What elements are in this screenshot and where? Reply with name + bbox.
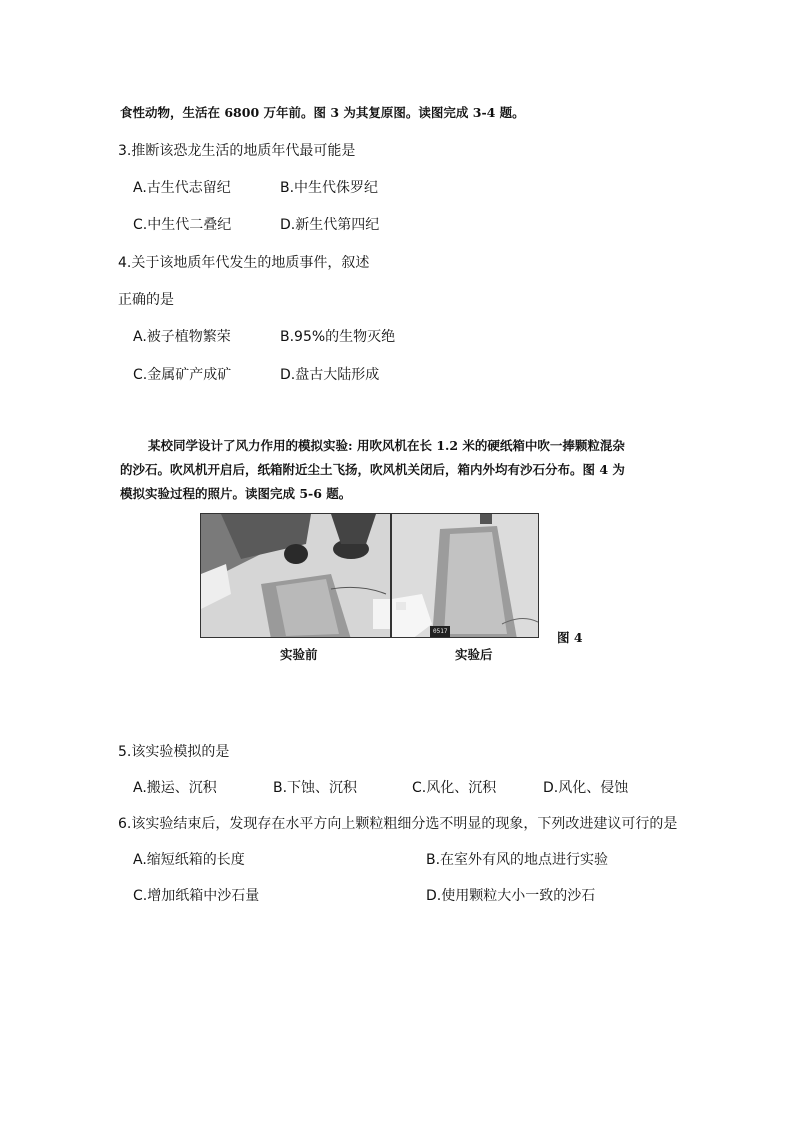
q3-option-c: C.中生代二叠纪	[133, 217, 232, 233]
q6-option-a: A.缩短纸箱的长度	[133, 852, 245, 868]
q3-option-a: A.古生代志留纪	[133, 180, 231, 196]
q4-option-d: D.盘古大陆形成	[280, 367, 380, 383]
q4-stem-line2: 正确的是	[118, 292, 174, 308]
q5-option-a: A.搬运、沉积	[133, 780, 217, 796]
q5-option-d: D.风化、侵蚀	[543, 780, 629, 796]
q5-option-c: C.风化、沉积	[412, 780, 497, 796]
figure-label: 图 4	[557, 630, 583, 645]
photo-before-image	[201, 514, 391, 638]
photo-timestamp: 0517	[433, 628, 448, 635]
passage-line3: 模拟实验过程的照片。读图完成 5-6 题。	[120, 486, 352, 501]
photo-before	[200, 513, 391, 638]
intro-line: 食性动物，生活在 6800 万年前。图 3 为其复原图。读图完成 3-4 题。	[120, 105, 525, 120]
q6-option-d: D.使用颗粒大小一致的沙石	[426, 888, 596, 904]
photo-after	[391, 513, 539, 638]
q4-option-a: A.被子植物繁荣	[133, 329, 231, 345]
q4-option-c: C.金属矿产成矿	[133, 367, 232, 383]
q5-stem: 5.该实验模拟的是	[118, 744, 230, 760]
q4-stem-line1: 4.关于该地质年代发生的地质事件，叙述	[118, 255, 370, 271]
q3-option-b: B.中生代侏罗纪	[280, 180, 379, 196]
caption-after: 实验后	[455, 647, 493, 662]
q6-stem: 6.该实验结束后，发现存在水平方向上颗粒粗细分选不明显的现象，下列改进建议可行的是	[118, 816, 678, 832]
passage-line2: 的沙石。吹风机开启后，纸箱附近尘土飞扬，吹风机关闭后，箱内外均有沙石分布。图 4 为	[120, 462, 625, 477]
q3-stem: 3.推断该恐龙生活的地质年代最可能是	[118, 143, 356, 159]
q6-option-b: B.在室外有风的地点进行实验	[426, 852, 609, 868]
passage-line1: 某校同学设计了风力作用的模拟实验: 用吹风机在长 1.2 米的硬纸箱中吹一捧颗粒混杂	[148, 438, 625, 453]
caption-before: 实验前	[280, 647, 318, 662]
photo-after-image	[392, 514, 539, 638]
q5-option-b: B.下蚀、沉积	[273, 780, 358, 796]
q4-option-b: B.95%的生物灭绝	[280, 329, 396, 345]
q6-option-c: C.增加纸箱中沙石量	[133, 888, 260, 904]
q3-option-d: D.新生代第四纪	[280, 217, 380, 233]
